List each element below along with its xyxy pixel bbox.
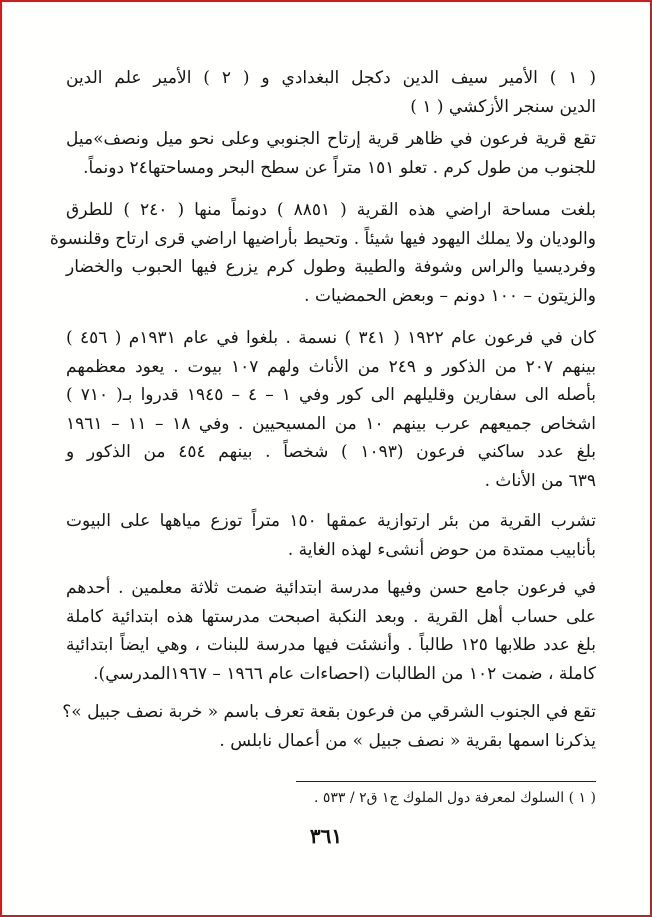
paragraph	[66, 64, 596, 121]
text-line: بأصله الى سفارين وقليلهم الى كور وفي ١ – ٤ – ١٩٤٥ قدروا بـ( ٧١٠ )	[66, 385, 596, 405]
paragraph	[66, 507, 596, 564]
paragraph	[62, 698, 596, 755]
text-line: بينهم ٢٠٧ من الذكور و ٢٤٩ من الأناث ولهم ١٠٧ بيوت . يعود معظمهم	[66, 356, 596, 377]
text-line: ( ١ ) الأمير سيف الدين دكجل البغدادي و ( ٢ ) الأمير علم الدين	[66, 68, 596, 88]
page-body	[49, 64, 597, 755]
paragraph	[66, 125, 596, 182]
paragraph	[66, 324, 596, 495]
text-line: تقع قرية فرعون في ظاهر قرية إرتاح الجنوبي وعلى نحو ميل ونصف»ميل	[66, 129, 596, 149]
text-line: في فرعون جامع حسن وفيها مدرسة ابتدائية ضمت ثلاثة معلمين . أحدهم	[66, 578, 596, 598]
text-line: للجنوب من طول كرم . تعلو ١٥١ متراً عن سطح البحر ومساحتها٢٤ دونماً.	[83, 157, 596, 178]
footnote-divider	[296, 781, 596, 782]
text-line: والوديان ولا يملك اليهود فيها شيئاً . وتحيط بأراضيها اراضي قرى ارتاح وقلنسوة	[49, 228, 596, 249]
text-line: الدين سنجر الأزكشي ( ١ )	[410, 96, 596, 117]
text-line: تشرب القرية من بئر ارتوازية عمقها ١٥٠ متراً توزع مياهها على البيوت	[66, 511, 597, 531]
paragraph	[66, 574, 596, 688]
text-line: على حساب أهل القرية . وبعد النكبة اصبحت مدرستها هذه ابتدائية كاملة	[66, 606, 596, 627]
text-line: كاملة ، ضمت ١٠٢ من الطالبات (احصاءات عام ١٩٦٦ – ١٩٦٧المدرسي).	[93, 663, 596, 684]
footnote: ( ١ ) السلوك لمعرفة دول الملوك ج١ ق٢ / ٥٣٣ .	[313, 790, 596, 806]
text-line: بلغت مساحة اراضي هذه القرية ( ٨٨٥١ ) دونماً منها ( ٢٤٠ ) للطرق	[66, 200, 596, 220]
text-line: والزيتون – ١٠٠ دونم – وبعض الحمضيات .	[304, 285, 596, 306]
text-line: وفرديسيا والراس وشوفة والطيبة وطول كرم يزرع فيها الحبوب والخضار	[66, 257, 596, 277]
text-line: تقع في الجنوب الشرقي من فرعون بقعة تعرف باسم « خربة نصف جبيل »؟	[62, 702, 596, 722]
text-line: يذكرنا اسمها بقرية « نصف جبيل » من أعمال نابلس .	[219, 730, 596, 751]
text-line: بلغ عدد ساكني فرعون (١٠٩٣ ) شخصاً . بينهم ٤٥٤ من الذكور و	[66, 442, 596, 462]
page-number: ٣٦١	[309, 824, 343, 848]
book-page	[6, 6, 646, 911]
text-line: بأنابيب ممتدة من حوض أنشىء لهذه الغاية .	[287, 539, 596, 560]
text-line: ٦٣٩ من الأناث .	[484, 470, 596, 491]
paragraph	[49, 196, 596, 310]
text-line: اشخاص جميعهم عرب بينهم ١٠ من المسيحيين . وفي ١٨ – ١١ – ١٩٦١	[66, 413, 597, 434]
text-line: بلغ عدد طلابها ١٢٥ طالباً . وأنشئت فيها مدرسة للبنات ، وهي ايضاً ابتدائية	[66, 635, 597, 655]
text-line: كان في فرعون عام ١٩٢٢ ( ٣٤١ ) نسمة . بلغوا في عام ١٩٣١م ( ٤٥٦ )	[66, 328, 596, 348]
